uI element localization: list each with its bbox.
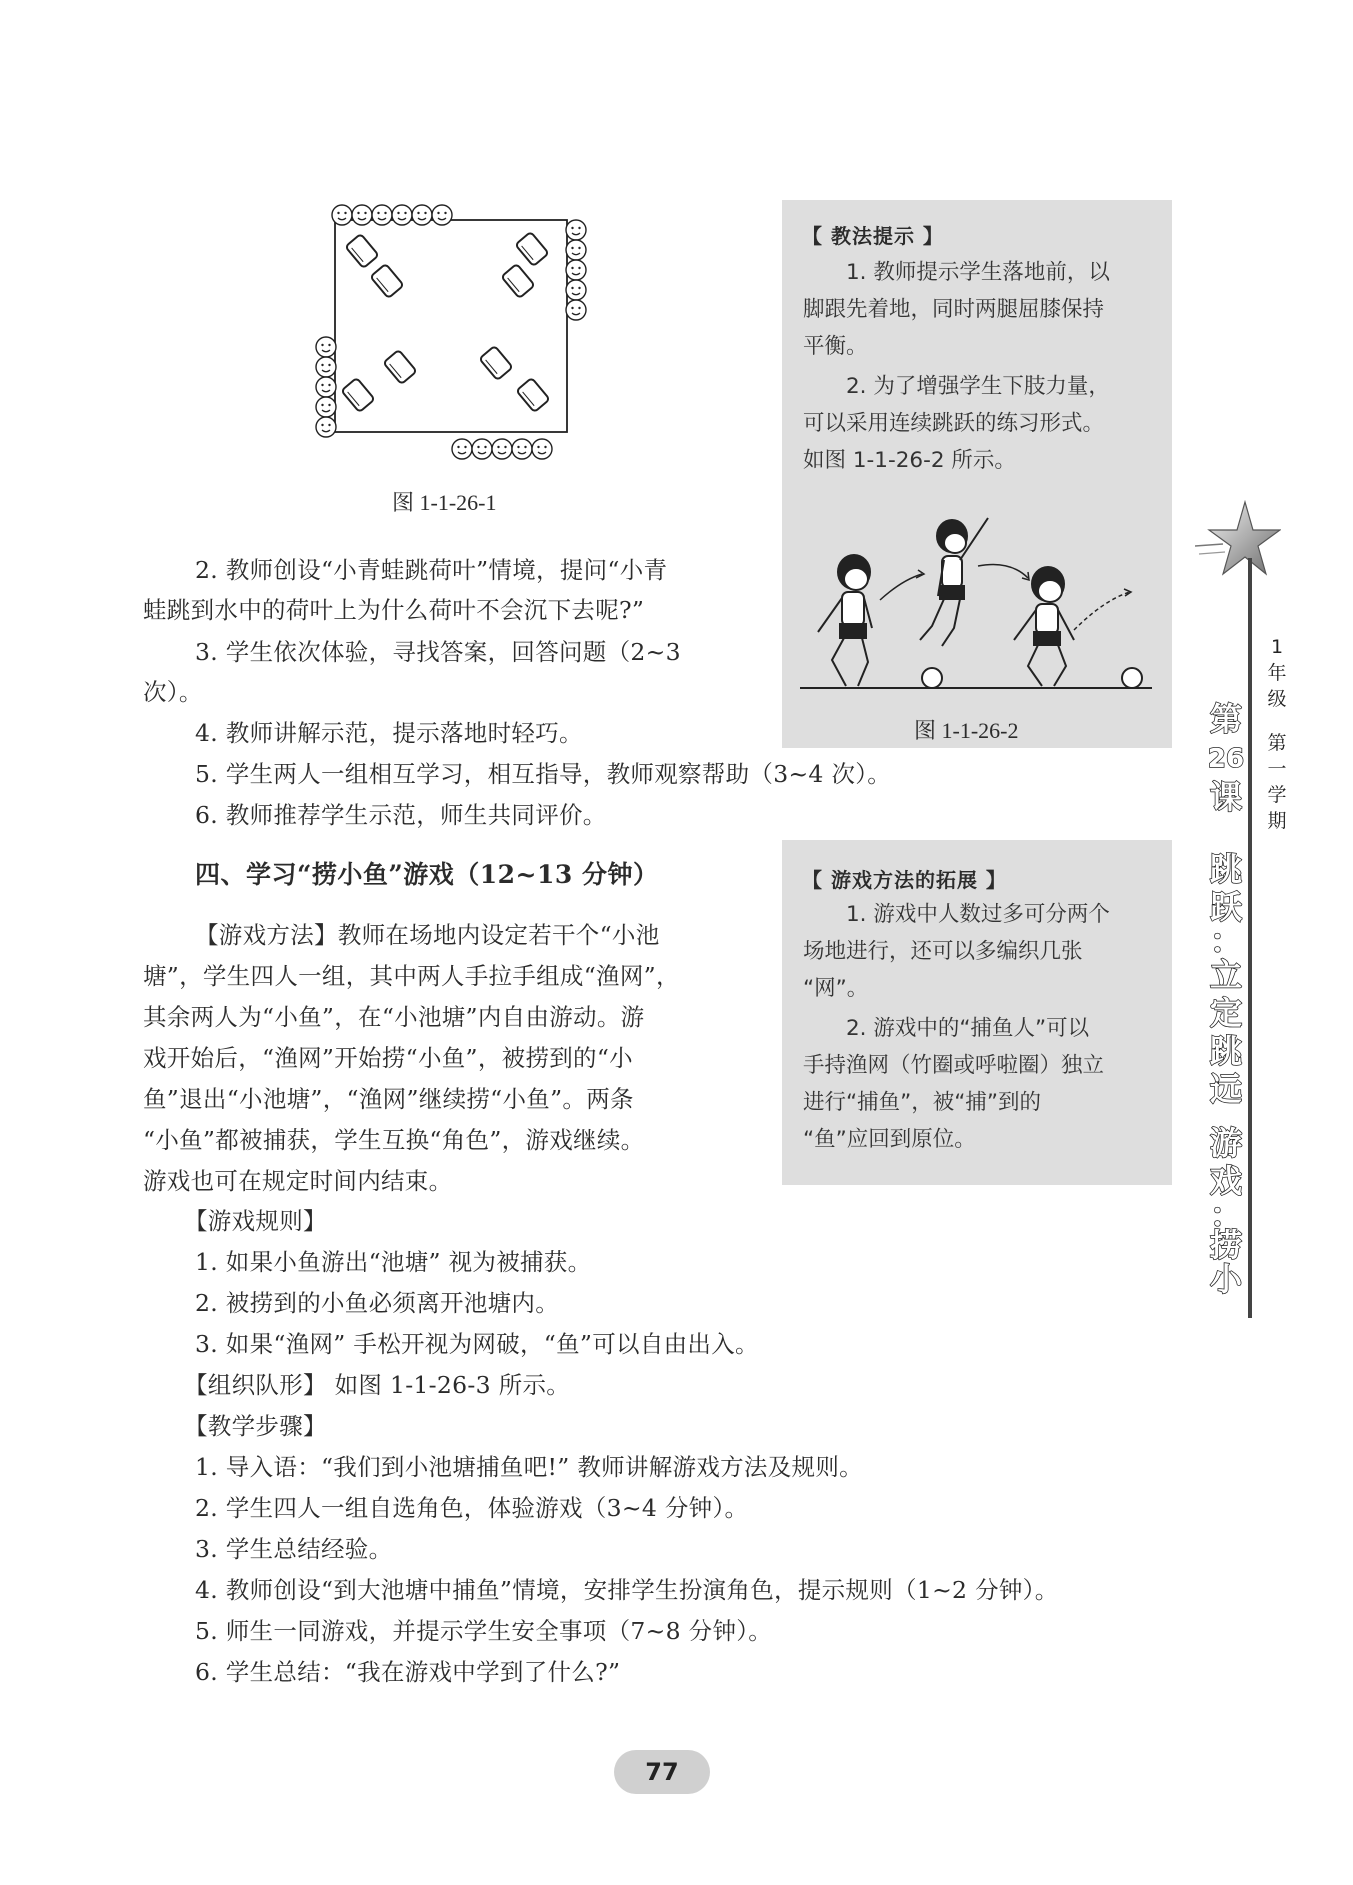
child-figure-jump <box>920 518 988 646</box>
formation-line: 【组织队形】 如图 1-1-26-3 所示。 <box>184 1371 571 1399</box>
game-extension-title: 【 游戏方法的拓展 】 <box>802 868 1007 892</box>
game-extension-line: 手持渔网（竹圈或呼啦圈）独立 <box>803 1053 1105 1078</box>
game-method-line: 其余两人为“小鱼”，在“小池塘”内自由游动。游 <box>143 1003 645 1031</box>
figure1-caption: 图 1-1-26-1 <box>392 490 497 515</box>
sidebar-lesson-char: 课 <box>1209 778 1242 816</box>
students-top <box>332 205 452 225</box>
sidebar-title-char: 跳 <box>1209 1032 1242 1070</box>
teaching-step: 6. 学生总结：“我在游戏中学到了什么?” <box>195 1658 621 1686</box>
game-extension-line: 1. 游戏中人数过多可分两个 <box>846 902 1110 927</box>
game-extension-line: 2. 游戏中的“捕鱼人”可以 <box>846 1016 1090 1041</box>
pond-diagram-svg <box>300 195 600 470</box>
teaching-tip-line: 如图 1-1-26-2 所示。 <box>803 448 1016 473</box>
students-left <box>316 337 336 437</box>
page-number: 77 <box>614 1750 710 1794</box>
section4-heading: 四、学习“捞小鱼”游戏（12~13 分钟） <box>195 860 659 889</box>
teaching-steps-label: 【教学步骤】 <box>184 1412 327 1440</box>
sidebar-grade-char: 一 <box>1267 758 1287 780</box>
sidebar-title-char: ： <box>1209 1196 1242 1234</box>
arrow <box>880 574 922 600</box>
game-extension-line: 场地进行，还可以多编织几张 <box>803 939 1083 964</box>
teaching-tip-line: 可以采用连续跳跃的练习形式。 <box>803 411 1105 436</box>
sidebar-rule <box>1248 558 1252 1318</box>
step-line: 6. 教师推荐学生示范，师生共同评价。 <box>195 801 607 829</box>
teaching-tip-line: 平衡。 <box>803 334 868 359</box>
step-line: 5. 学生两人一组相互学习，相互指导，教师观察帮助（3~4 次）。 <box>195 760 892 788</box>
teaching-tip-line: 1. 教师提示学生落地前，以 <box>846 260 1110 285</box>
sidebar-grade-char: 学 <box>1267 784 1287 806</box>
sidebar-grade-char: 1 <box>1270 636 1284 658</box>
game-method-line: 游戏也可在规定时间内结束。 <box>143 1167 453 1195</box>
sidebar-title-char: 跳 <box>1209 850 1242 888</box>
game-extension-line: “鱼”应回到原位。 <box>803 1127 976 1152</box>
sidebar-grade-char: 级 <box>1267 688 1287 710</box>
step-line: 4. 教师讲解示范，提示落地时轻巧。 <box>195 719 583 747</box>
teaching-step: 5. 师生一同游戏，并提示学生安全事项（7~8 分钟）。 <box>195 1617 773 1645</box>
sidebar-lesson-char: 第 <box>1209 700 1242 738</box>
game-method-line: “小鱼”都被捕获，学生互换“角色”，游戏继续。 <box>143 1126 645 1154</box>
teaching-tip-title: 【 教法提示 】 <box>802 224 944 248</box>
sidebar-title-char: 远 <box>1209 1070 1242 1108</box>
game-method-line: 塘”，学生四人一组，其中两人手拉手组成“渔网”， <box>143 962 680 990</box>
sidebar-lesson-char: 26 <box>1207 744 1245 774</box>
teaching-step: 3. 学生总结经验。 <box>195 1535 393 1563</box>
rule-item: 3. 如果“渔网” 手松开视为网破，“鱼”可以自由出入。 <box>195 1330 759 1358</box>
step-line: 2. 教师创设“小青蛙跳荷叶”情境，提问“小青 <box>195 556 668 584</box>
figure-pond-diagram <box>300 195 600 470</box>
continuous-jump-illustration <box>792 500 1164 700</box>
game-method-line: 戏开始后，“渔网”开始捞“小鱼”，被捞到的“小 <box>143 1044 633 1072</box>
teaching-step: 1. 导入语：“我们到小池塘捕鱼吧!” 教师讲解游戏方法及规则。 <box>195 1453 863 1481</box>
sidebar-title-char: 跃 <box>1209 888 1242 926</box>
ball <box>1122 668 1142 688</box>
step-line: 蛙跳到水中的荷叶上为什么荷叶不会沉下去呢?” <box>143 596 645 624</box>
teaching-tip-line: 2. 为了增强学生下肢力量， <box>846 374 1110 399</box>
rule-item: 2. 被捞到的小鱼必须离开池塘内。 <box>195 1289 559 1317</box>
arrow-dashed <box>1074 592 1130 630</box>
sidebar-title-char: ： <box>1209 922 1242 960</box>
game-method-line: 【游戏方法】教师在场地内设定若干个“小池 <box>195 921 660 949</box>
sidebar-grade-char: 年 <box>1267 662 1287 684</box>
sidebar-title-char: 游 <box>1209 1124 1242 1162</box>
game-extension-line: “网”。 <box>803 976 869 1001</box>
sidebar-grade-char: 第 <box>1267 732 1287 754</box>
child-figure-land <box>1014 567 1074 686</box>
sidebar-title-char: 立 <box>1209 956 1242 994</box>
students-right <box>566 220 586 320</box>
game-extension-line: 进行“捕鱼”，被“捕”到的 <box>803 1090 1042 1115</box>
step-line: 次）。 <box>143 678 203 706</box>
child-figure-crouch <box>818 555 872 686</box>
rules-label: 【游戏规则】 <box>184 1207 327 1235</box>
rule-item: 1. 如果小鱼游出“池塘” 视为被捕获。 <box>195 1248 592 1276</box>
figure2-caption: 图 1-1-26-2 <box>914 718 1019 743</box>
sidebar-title-char: 戏 <box>1209 1162 1242 1200</box>
sidebar-title-char: 定 <box>1209 994 1242 1032</box>
teaching-step: 2. 学生四人一组自选角色，体验游戏（3~4 分钟）。 <box>195 1494 749 1522</box>
sidebar-title-char: 小 <box>1209 1260 1242 1298</box>
teaching-tip-box <box>782 200 1172 748</box>
sidebar-title-char: 捞 <box>1209 1226 1242 1264</box>
star-icon <box>1195 500 1281 576</box>
ball <box>922 668 942 688</box>
teaching-tip-line: 脚跟先着地，同时两腿屈膝保持 <box>803 297 1105 322</box>
sidebar-grade-char: 期 <box>1267 810 1287 832</box>
game-extension-box <box>782 840 1172 1185</box>
students-bottom <box>452 439 552 459</box>
step-line: 3. 学生依次体验，寻找答案，回答问题（2~3 <box>195 638 681 666</box>
game-method-line: 鱼”退出“小池塘”，“渔网”继续捞“小鱼”。两条 <box>143 1085 634 1113</box>
teaching-step: 4. 教师创设“到大池塘中捕鱼”情境，安排学生扮演角色，提示规则（1~2 分钟）。 <box>195 1576 1059 1604</box>
arrow <box>978 565 1028 579</box>
lily-pads <box>341 232 549 412</box>
